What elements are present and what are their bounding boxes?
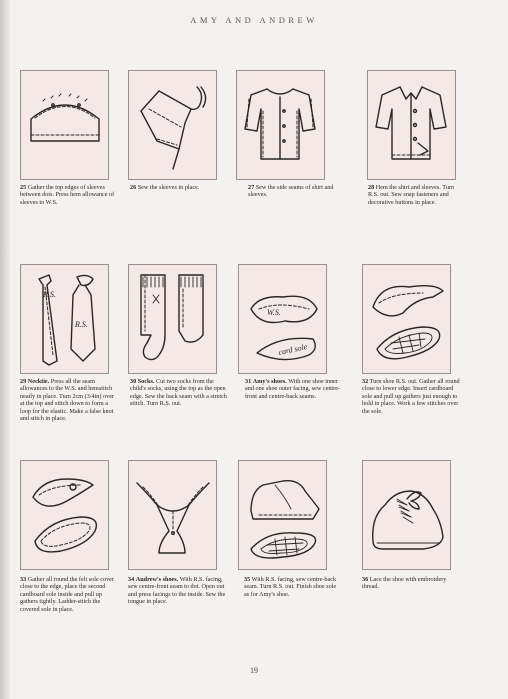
rs-label-large: R.S. — [75, 320, 88, 329]
rs-label-small: R.S. — [43, 290, 56, 299]
card-sole-label: card sole — [277, 342, 309, 357]
illustration-step-33 — [20, 460, 109, 570]
caption-step-27: 27 Sew the side seams of shirt and sleeves. — [248, 184, 334, 199]
caption-step-31: 31 Amy's shoes. With one shoe inner and one shoe outer facing, sew centre-front and centre-back seams. — [245, 378, 341, 400]
illustration-step-30 — [128, 264, 217, 374]
running-header: AMY AND ANDREW — [190, 15, 318, 25]
caption-step-28: 28 Hem the shirt and sleeves. Turn R.S. out. Sew snap fasteners and decorative buttons in place. — [368, 184, 455, 206]
illustration-step-29 — [20, 264, 109, 374]
page-gutter — [0, 0, 10, 699]
page-number: 19 — [250, 666, 258, 675]
caption-step-32: 32 Turn shoe R.S. out. Gather all round close to lower edge. Insert cardboard sole and pull up gathers just enough to hold in place. Work a few stitches over the sole. — [362, 378, 460, 415]
caption-step-30: 30 Socks. Cut two socks from the child's socks, using the top as the open edge. Sew the back seam with a stretch stitch. Turn R.S. out. — [130, 378, 227, 408]
illustration-step-32 — [362, 264, 451, 374]
illustration-step-34 — [128, 460, 217, 570]
caption-step-26: 26 Sew the sleeves in place. — [130, 184, 200, 191]
caption-step-34: 34 Andrew's shoes. With R.S. facing, sew centre-front seam to dot. Open out and press facings to the inside. Sew the tongue in place. — [128, 576, 226, 606]
illustration-step-35 — [238, 460, 327, 570]
caption-step-25: 25 Gather the top edges of sleeves between dots. Press hem allowance of sleeves to W.S. — [20, 184, 115, 206]
caption-step-33: 33 Gather all round the felt sole cover close to the edge, place the second cardboard sole inside and pull up gathers tightly. Ladder-stitch the covered sole in place. — [20, 576, 114, 613]
caption-step-36: 36 Lace the shoe with embroidery thread. — [362, 576, 447, 591]
illustration-step-27 — [236, 70, 325, 180]
caption-step-29: 29 Necktie. Press all the seam allowances to the W.S. and hemstitch neatly in place. Turn 2cm (3/4in) over at the top and stitch down to form a loop for the elastic. Make a false knot and stitch in place. — [20, 378, 114, 423]
illustration-step-26 — [128, 70, 217, 180]
ws-label: W.S. — [267, 308, 281, 317]
illustration-step-31 — [238, 264, 327, 374]
illustration-step-36 — [362, 460, 451, 570]
illustration-step-25 — [20, 70, 109, 180]
caption-step-35: 35 With R.S. facing, sew centre-back seam. Turn R.S. out. Finish shoe sole as for Amy's shoe. — [244, 576, 337, 598]
illustration-step-28 — [367, 70, 456, 180]
